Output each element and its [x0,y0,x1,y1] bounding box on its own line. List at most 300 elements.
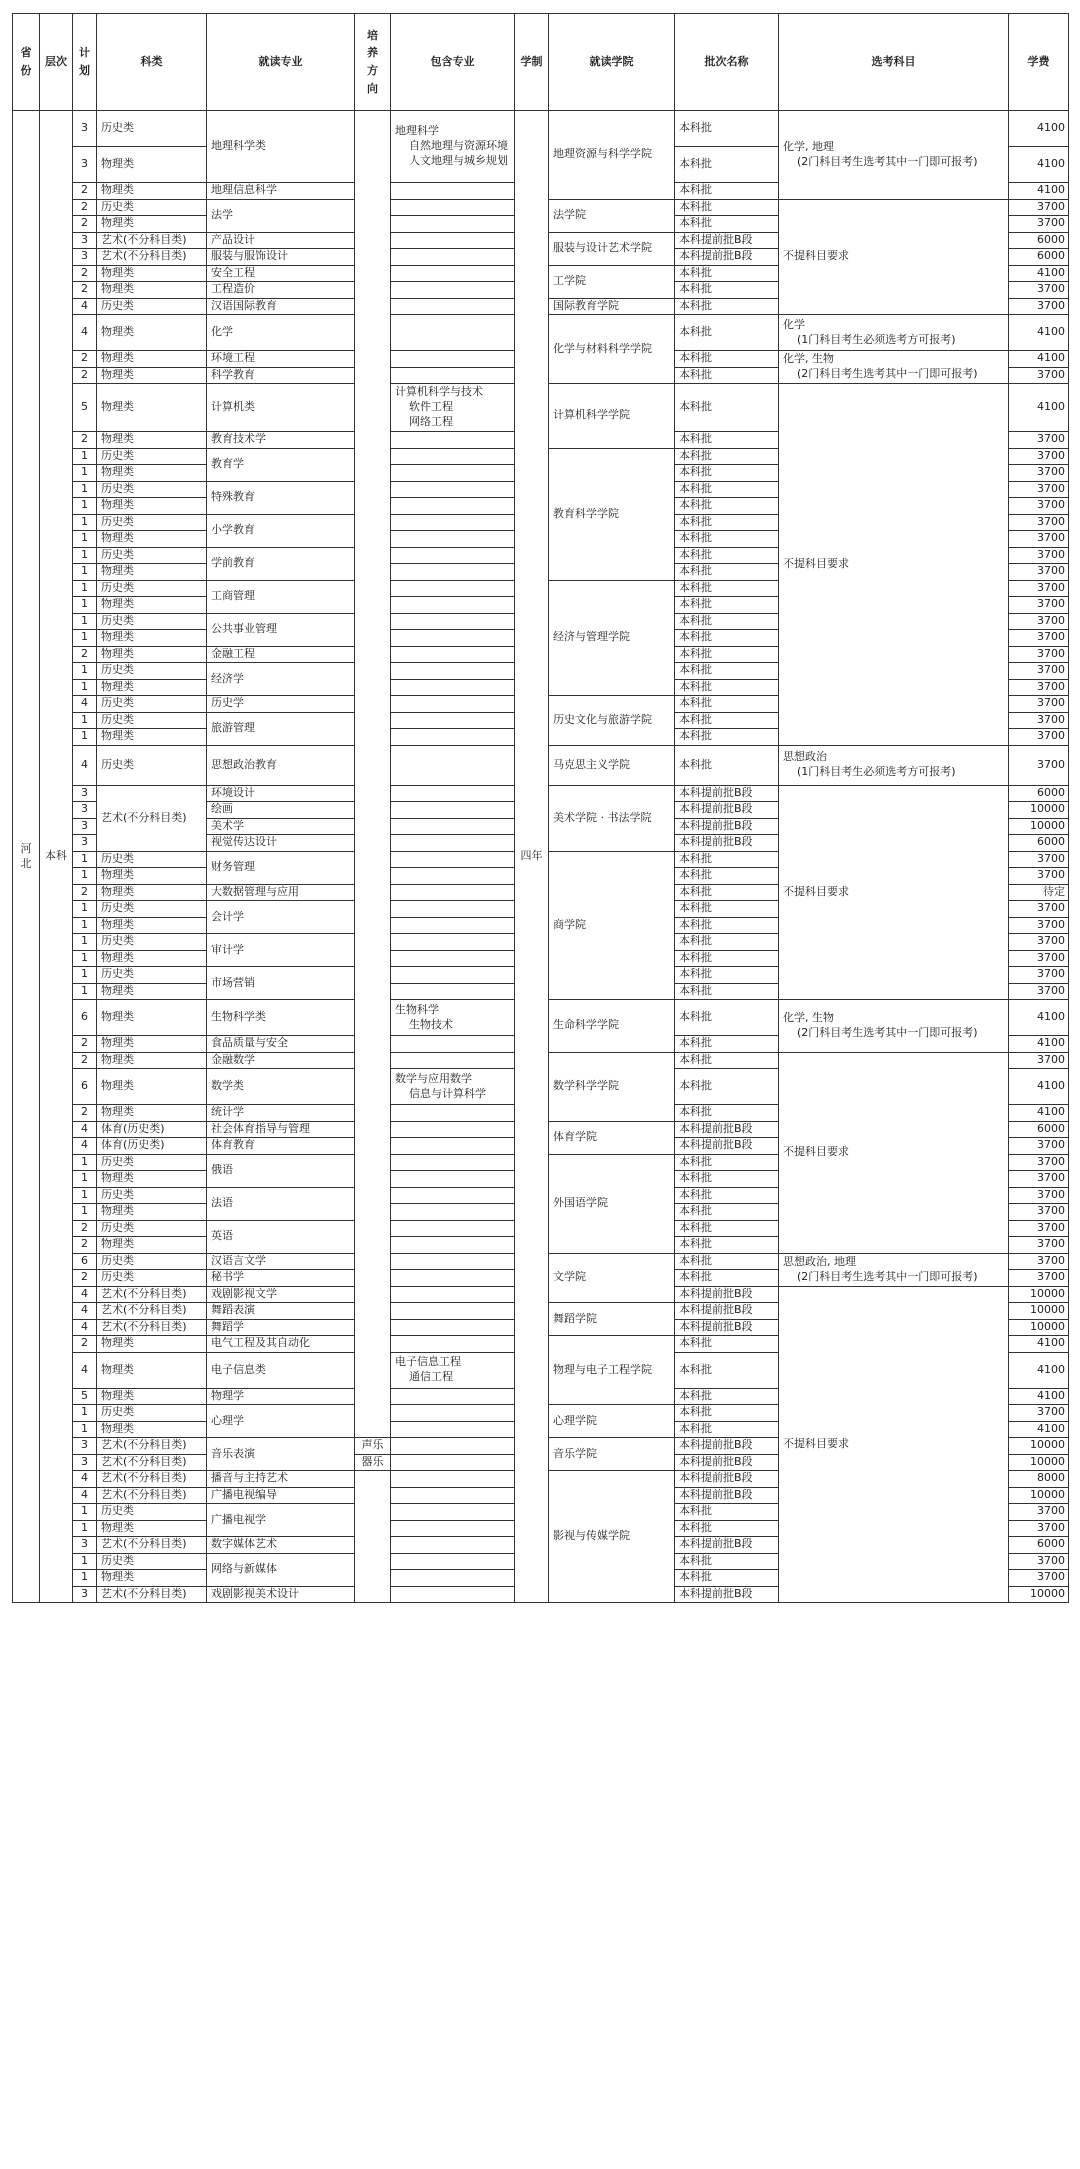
category-cell: 历史类 [97,514,207,531]
subject-requirement-cell: 化学, 生物 (2门科目考生选考其中一门即可报考) [779,1000,1009,1053]
subject-requirement-cell: 不提科目要求 [779,199,1009,315]
plan-count-cell: 2 [73,367,97,384]
included-majors-cell: 电子信息工程 通信工程 [391,1352,515,1388]
batch-cell: 本科批 [675,1069,779,1105]
plan-count-cell: 2 [73,1052,97,1069]
major-cell: 特殊教育 [207,481,355,514]
plan-count-cell: 1 [73,868,97,885]
subject-requirement-cell: 不提科目要求 [779,785,1009,1000]
batch-cell: 本科批 [675,1405,779,1422]
plan-count-cell: 2 [73,432,97,449]
batch-cell: 本科批 [675,1270,779,1287]
included-majors-cell [391,216,515,233]
batch-cell: 本科批 [675,448,779,465]
included-majors-cell [391,498,515,515]
training-direction-cell: 声乐 [355,1438,391,1455]
batch-cell: 本科批 [675,1553,779,1570]
included-majors-cell [391,199,515,216]
batch-cell: 本科批 [675,1520,779,1537]
batch-cell: 本科提前批B段 [675,1138,779,1155]
plan-count-cell: 2 [73,646,97,663]
major-cell: 食品质量与安全 [207,1036,355,1053]
school-cell: 历史文化与旅游学院 [549,696,675,746]
tuition-cell: 3700 [1009,432,1069,449]
tuition-cell: 3700 [1009,1171,1069,1188]
included-majors-cell [391,917,515,934]
tuition-cell: 3700 [1009,282,1069,299]
tuition-cell: 3700 [1009,1270,1069,1287]
category-cell: 物理类 [97,1069,207,1105]
plan-count-cell: 2 [73,199,97,216]
tuition-cell: 3700 [1009,950,1069,967]
major-cell: 秘书学 [207,1270,355,1287]
category-cell: 体育(历史类) [97,1138,207,1155]
included-majors-cell [391,802,515,819]
category-cell: 物理类 [97,147,207,183]
batch-cell: 本科批 [675,646,779,663]
major-cell: 汉语言文学 [207,1253,355,1270]
school-cell: 化学与材料科学学院 [549,315,675,384]
batch-cell: 本科批 [675,1052,779,1069]
tuition-cell: 3700 [1009,630,1069,647]
category-cell: 艺术(不分科目类) [97,1303,207,1320]
tuition-cell: 3700 [1009,531,1069,548]
tuition-cell: 3700 [1009,1504,1069,1521]
category-cell: 物理类 [97,983,207,1000]
major-cell: 汉语国际教育 [207,298,355,315]
major-cell: 市场营销 [207,967,355,1000]
major-cell: 工程造价 [207,282,355,299]
col-header-plan: 计划 [73,14,97,111]
category-cell: 艺术(不分科目类) [97,1286,207,1303]
included-majors-cell [391,351,515,368]
category-cell: 物理类 [97,1105,207,1122]
tuition-cell: 3700 [1009,1405,1069,1422]
included-majors-cell [391,630,515,647]
included-majors-cell [391,1270,515,1287]
school-cell: 音乐学院 [549,1438,675,1471]
major-cell: 安全工程 [207,265,355,282]
tuition-cell: 4100 [1009,351,1069,368]
batch-cell: 本科批 [675,1253,779,1270]
major-cell: 计算机类 [207,384,355,432]
included-majors-cell [391,901,515,918]
batch-cell: 本科提前批B段 [675,835,779,852]
plan-count-cell: 1 [73,531,97,548]
school-cell: 马克思主义学院 [549,745,675,785]
major-cell: 教育技术学 [207,432,355,449]
plan-count-cell: 3 [73,785,97,802]
major-cell: 旅游管理 [207,712,355,745]
major-cell: 化学 [207,315,355,351]
plan-count-cell: 1 [73,1421,97,1438]
major-cell: 物理学 [207,1388,355,1405]
batch-cell: 本科提前批B段 [675,1586,779,1603]
batch-cell: 本科批 [675,147,779,183]
category-cell: 艺术(不分科目类) [97,1487,207,1504]
tuition-cell: 3700 [1009,1553,1069,1570]
batch-cell: 本科批 [675,282,779,299]
category-cell: 历史类 [97,1220,207,1237]
major-cell: 电气工程及其自动化 [207,1336,355,1353]
included-majors-cell [391,1052,515,1069]
major-cell: 体育教育 [207,1138,355,1155]
province-cell: 河北 [13,111,40,1603]
plan-count-cell: 2 [73,1220,97,1237]
category-cell: 历史类 [97,967,207,984]
plan-count-cell: 1 [73,663,97,680]
plan-count-cell: 6 [73,1253,97,1270]
category-cell: 历史类 [97,111,207,147]
plan-count-cell: 3 [73,1438,97,1455]
school-cell: 体育学院 [549,1121,675,1154]
plan-count-cell: 1 [73,901,97,918]
batch-cell: 本科提前批B段 [675,802,779,819]
tuition-cell: 6000 [1009,249,1069,266]
subject-requirement-cell: 思想政治 (1门科目考生必须选考方可报考) [779,745,1009,785]
major-cell: 历史学 [207,696,355,713]
tuition-cell: 4100 [1009,147,1069,183]
major-cell: 学前教育 [207,547,355,580]
tuition-cell: 4100 [1009,1036,1069,1053]
category-cell: 物理类 [97,1000,207,1036]
batch-cell: 本科批 [675,547,779,564]
tuition-cell: 3700 [1009,934,1069,951]
plan-count-cell: 4 [73,1487,97,1504]
batch-cell: 本科批 [675,597,779,614]
col-header-included-majors: 包含专业 [391,14,515,111]
included-majors-cell [391,465,515,482]
tuition-cell: 3700 [1009,216,1069,233]
batch-cell: 本科批 [675,111,779,147]
batch-cell: 本科批 [675,1187,779,1204]
major-cell: 大数据管理与应用 [207,884,355,901]
included-majors-cell [391,1303,515,1320]
category-cell: 历史类 [97,613,207,630]
school-cell: 数学科学学院 [549,1052,675,1121]
batch-cell: 本科批 [675,1105,779,1122]
major-cell: 广播电视编导 [207,1487,355,1504]
plan-count-cell: 4 [73,1352,97,1388]
plan-count-cell: 1 [73,1553,97,1570]
major-cell: 环境工程 [207,351,355,368]
included-majors-cell [391,1454,515,1471]
category-cell: 历史类 [97,448,207,465]
school-cell: 服装与设计艺术学院 [549,232,675,265]
included-majors-cell [391,1204,515,1221]
major-cell: 数学类 [207,1069,355,1105]
tuition-cell: 3700 [1009,696,1069,713]
major-cell: 金融工程 [207,646,355,663]
tuition-cell: 3700 [1009,465,1069,482]
plan-count-cell: 4 [73,1121,97,1138]
school-cell: 商学院 [549,851,675,1000]
category-cell: 物理类 [97,351,207,368]
tuition-cell: 3700 [1009,580,1069,597]
tuition-cell: 3700 [1009,967,1069,984]
plan-count-cell: 1 [73,1520,97,1537]
tuition-cell: 4100 [1009,183,1069,200]
tuition-cell: 3700 [1009,298,1069,315]
included-majors-cell [391,315,515,351]
tuition-cell: 3700 [1009,868,1069,885]
school-cell: 心理学院 [549,1405,675,1438]
batch-cell: 本科提前批B段 [675,1319,779,1336]
plan-count-cell: 1 [73,514,97,531]
included-majors-cell: 计算机科学与技术 软件工程 网络工程 [391,384,515,432]
batch-cell: 本科批 [675,868,779,885]
category-cell: 物理类 [97,265,207,282]
school-cell: 舞蹈学院 [549,1303,675,1336]
tuition-cell: 10000 [1009,1438,1069,1455]
batch-cell: 本科提前批B段 [675,1454,779,1471]
duration-cell: 四年 [515,111,549,1603]
category-cell: 艺术(不分科目类) [97,1438,207,1455]
tuition-cell: 3700 [1009,613,1069,630]
batch-cell: 本科提前批B段 [675,1471,779,1488]
tuition-cell: 待定 [1009,884,1069,901]
batch-cell: 本科批 [675,1220,779,1237]
tuition-cell: 6000 [1009,232,1069,249]
tuition-cell: 3700 [1009,1570,1069,1587]
included-majors-cell [391,1553,515,1570]
included-majors-cell [391,265,515,282]
category-cell: 物理类 [97,597,207,614]
category-cell: 物理类 [97,564,207,581]
batch-cell: 本科批 [675,199,779,216]
plan-count-cell: 2 [73,1036,97,1053]
major-cell: 经济学 [207,663,355,696]
included-majors-cell [391,514,515,531]
batch-cell: 本科批 [675,265,779,282]
tuition-cell: 3700 [1009,679,1069,696]
col-header-level: 层次 [40,14,73,111]
batch-cell: 本科批 [675,630,779,647]
category-cell: 历史类 [97,934,207,951]
school-cell: 法学院 [549,199,675,232]
batch-cell: 本科批 [675,1388,779,1405]
included-majors-cell [391,851,515,868]
batch-cell: 本科批 [675,1171,779,1188]
tuition-cell: 4100 [1009,1421,1069,1438]
school-cell: 国际教育学院 [549,298,675,315]
school-cell: 外国语学院 [549,1154,675,1253]
included-majors-cell [391,1421,515,1438]
batch-cell: 本科提前批B段 [675,249,779,266]
plan-count-cell: 1 [73,597,97,614]
included-majors-cell [391,868,515,885]
training-direction-cell [355,111,391,1438]
major-cell: 俄语 [207,1154,355,1187]
tuition-cell: 4100 [1009,1352,1069,1388]
category-cell: 物理类 [97,630,207,647]
category-cell: 历史类 [97,745,207,785]
category-cell: 物理类 [97,315,207,351]
col-header-province: 省份 [13,14,40,111]
plan-count-cell: 2 [73,1237,97,1254]
tuition-cell: 3700 [1009,901,1069,918]
training-direction-cell [355,1471,391,1603]
category-cell: 历史类 [97,547,207,564]
major-cell: 工商管理 [207,580,355,613]
category-cell: 物理类 [97,216,207,233]
subject-requirement-cell: 思想政治, 地理 (2门科目考生选考其中一门即可报考) [779,1253,1009,1286]
included-majors-cell [391,983,515,1000]
plan-count-cell: 1 [73,983,97,1000]
batch-cell: 本科批 [675,351,779,368]
tuition-cell: 3700 [1009,481,1069,498]
plan-count-cell: 3 [73,1454,97,1471]
category-cell: 艺术(不分科目类) [97,1319,207,1336]
tuition-cell: 3700 [1009,851,1069,868]
major-cell: 英语 [207,1220,355,1253]
included-majors-cell [391,1570,515,1587]
plan-count-cell: 2 [73,1105,97,1122]
category-cell: 历史类 [97,1553,207,1570]
tuition-cell: 3700 [1009,1154,1069,1171]
major-cell: 心理学 [207,1405,355,1438]
included-majors-cell [391,1105,515,1122]
plan-count-cell: 6 [73,1000,97,1036]
plan-count-cell: 1 [73,1171,97,1188]
batch-cell: 本科提前批B段 [675,818,779,835]
plan-count-cell: 2 [73,351,97,368]
plan-count-cell: 2 [73,183,97,200]
included-majors-cell [391,232,515,249]
category-cell: 历史类 [97,1187,207,1204]
category-cell: 艺术(不分科目类) [97,232,207,249]
plan-count-cell: 3 [73,1537,97,1554]
batch-cell: 本科提前批B段 [675,785,779,802]
included-majors-cell [391,1586,515,1603]
subject-requirement-cell: 不提科目要求 [779,1052,1009,1253]
tuition-cell: 10000 [1009,1286,1069,1303]
col-header-category: 科类 [97,14,207,111]
included-majors-cell: 地理科学 自然地理与资源环境 人文地理与城乡规划 [391,111,515,183]
category-cell: 物理类 [97,1237,207,1254]
tuition-cell: 10000 [1009,1586,1069,1603]
included-majors-cell [391,663,515,680]
tuition-cell: 3700 [1009,498,1069,515]
col-header-batch: 批次名称 [675,14,779,111]
included-majors-cell [391,1036,515,1053]
category-cell: 历史类 [97,199,207,216]
major-cell: 网络与新媒体 [207,1553,355,1586]
plan-count-cell: 2 [73,1336,97,1353]
tuition-cell: 3700 [1009,448,1069,465]
included-majors-cell [391,432,515,449]
category-cell: 物理类 [97,498,207,515]
plan-count-cell: 2 [73,265,97,282]
major-cell: 舞蹈表演 [207,1303,355,1320]
included-majors-cell [391,564,515,581]
tuition-cell: 4100 [1009,1000,1069,1036]
batch-cell: 本科批 [675,465,779,482]
tuition-cell: 3700 [1009,663,1069,680]
included-majors-cell [391,1319,515,1336]
tuition-cell: 3700 [1009,199,1069,216]
included-majors-cell [391,1405,515,1422]
plan-count-cell: 3 [73,232,97,249]
included-majors-cell [391,448,515,465]
tuition-cell: 3700 [1009,1520,1069,1537]
included-majors-cell: 生物科学 生物技术 [391,1000,515,1036]
batch-cell: 本科批 [675,901,779,918]
tuition-cell: 3700 [1009,1253,1069,1270]
included-majors-cell [391,696,515,713]
batch-cell: 本科提前批B段 [675,1121,779,1138]
level-cell: 本科 [40,111,73,1603]
batch-cell: 本科批 [675,580,779,597]
plan-count-cell: 1 [73,712,97,729]
batch-cell: 本科批 [675,216,779,233]
plan-count-cell: 4 [73,1138,97,1155]
major-cell: 服装与服饰设计 [207,249,355,266]
plan-count-cell: 1 [73,1405,97,1422]
category-cell: 物理类 [97,1204,207,1221]
included-majors-cell [391,249,515,266]
included-majors-cell [391,282,515,299]
plan-count-cell: 5 [73,384,97,432]
category-cell: 物理类 [97,868,207,885]
plan-count-cell: 1 [73,481,97,498]
included-majors-cell [391,1138,515,1155]
major-cell: 戏剧影视美术设计 [207,1586,355,1603]
plan-count-cell: 3 [73,147,97,183]
batch-cell: 本科批 [675,1504,779,1521]
tuition-cell: 3700 [1009,745,1069,785]
included-majors-cell [391,1438,515,1455]
plan-count-cell: 2 [73,884,97,901]
batch-cell: 本科批 [675,745,779,785]
plan-count-cell: 1 [73,679,97,696]
batch-cell: 本科批 [675,481,779,498]
plan-count-cell: 3 [73,249,97,266]
plan-count-cell: 3 [73,1586,97,1603]
plan-count-cell: 4 [73,745,97,785]
category-cell: 历史类 [97,1270,207,1287]
included-majors-cell [391,1471,515,1488]
category-cell: 历史类 [97,901,207,918]
category-cell: 物理类 [97,1388,207,1405]
category-cell: 艺术(不分科目类) [97,1454,207,1471]
tuition-cell: 10000 [1009,802,1069,819]
category-cell: 物理类 [97,432,207,449]
included-majors-cell [391,679,515,696]
tuition-cell: 4100 [1009,1388,1069,1405]
major-cell: 地理科学类 [207,111,355,183]
tuition-cell: 10000 [1009,818,1069,835]
plan-count-cell: 1 [73,465,97,482]
batch-cell: 本科批 [675,498,779,515]
plan-count-cell: 2 [73,1270,97,1287]
subject-requirement-cell: 化学, 生物 (2门科目考生选考其中一门即可报考) [779,351,1009,384]
plan-count-cell: 1 [73,498,97,515]
included-majors-cell [391,547,515,564]
batch-cell: 本科批 [675,1336,779,1353]
category-cell: 物理类 [97,950,207,967]
major-cell: 财务管理 [207,851,355,884]
batch-cell: 本科提前批B段 [675,1487,779,1504]
category-cell: 物理类 [97,367,207,384]
batch-cell: 本科批 [675,514,779,531]
included-majors-cell [391,818,515,835]
subject-requirement-cell: 化学, 地理 (2门科目考生选考其中一门即可报考) [779,111,1009,200]
batch-cell: 本科批 [675,1036,779,1053]
plan-count-cell: 1 [73,729,97,746]
batch-cell: 本科提前批B段 [675,1286,779,1303]
major-cell: 小学教育 [207,514,355,547]
